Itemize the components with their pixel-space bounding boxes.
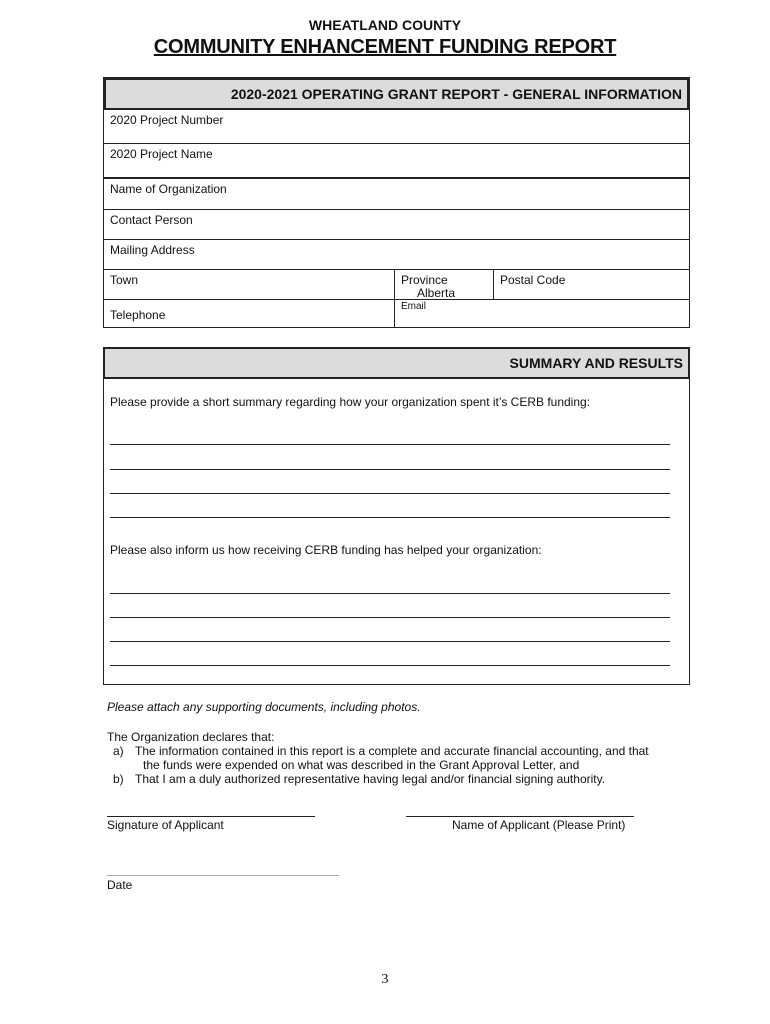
signature-label: Signature of Applicant [107,818,224,832]
answer-line[interactable] [110,444,670,445]
email-label: Email [401,301,427,312]
declaration-text: The information contained in this report is a complete and accurate financial accounting, and that [135,744,649,758]
province-value: Alberta [417,286,456,300]
declaration-item-a [107,744,649,772]
declaration-marker: b) [113,772,124,786]
declaration-marker: a) [113,744,124,758]
province-label: Province [401,273,448,287]
project-name-label: 2020 Project Name [110,147,213,161]
organization-field[interactable] [104,177,689,209]
page-number: 3 [381,972,389,987]
project-name-field[interactable] [104,143,689,177]
telephone-email-row [104,299,689,328]
summary-heading-text: SUMMARY AND RESULTS [509,355,683,371]
declaration [107,730,649,786]
answer-line[interactable] [110,493,670,494]
organization-label: Name of Organization [110,182,227,196]
summary-question-2: Please also inform us how receiving CERB funding has helped your organization: [110,543,542,557]
summary-heading [103,347,690,379]
contact-person-label: Contact Person [110,213,193,227]
county-name: WHEATLAND COUNTY [308,17,462,33]
declaration-text: That I am a duly authorized representative having legal and/or financial signing authority. [135,772,606,786]
answer-line[interactable] [110,469,670,470]
summary-section [103,379,690,685]
declaration-intro: The Organization declares that: [107,730,275,744]
answer-line[interactable] [110,665,670,666]
applicant-name-label: Name of Applicant (Please Print) [452,818,626,832]
answer-line[interactable] [110,517,670,518]
date-label: Date [107,878,133,892]
project-number-field[interactable] [104,109,689,143]
mailing-address-label: Mailing Address [110,243,195,257]
divider [394,270,395,299]
declaration-text: the funds were expended on what was described in the Grant Approval Letter, and [143,758,580,772]
contact-person-field[interactable] [104,209,689,239]
postal-code-label: Postal Code [500,273,566,287]
town-province-postal-row [104,269,689,299]
telephone-label: Telephone [110,308,166,322]
divider [394,300,395,328]
project-number-label: 2020 Project Number [110,113,224,127]
general-information-section [103,77,690,328]
attachment-note: Please attach any supporting documents, including photos. [107,700,421,714]
date-line[interactable] [107,875,339,876]
declaration-item-b [107,772,649,786]
answer-line[interactable] [110,641,670,642]
summary-question-1: Please provide a short summary regarding how your organization spent it’s CERB funding: [110,395,591,409]
general-information-heading-text: 2020-2021 OPERATING GRANT REPORT - GENERAL INFORMATION [230,86,682,102]
signature-line[interactable] [107,816,315,817]
report-title: COMMUNITY ENHANCEMENT FUNDING REPORT [153,36,617,58]
answer-line[interactable] [110,593,670,594]
answer-line[interactable] [110,617,670,618]
mailing-address-field[interactable] [104,239,689,269]
town-label: Town [110,273,139,287]
applicant-name-line[interactable] [406,816,634,817]
general-information-heading [104,78,689,110]
divider [493,270,494,299]
